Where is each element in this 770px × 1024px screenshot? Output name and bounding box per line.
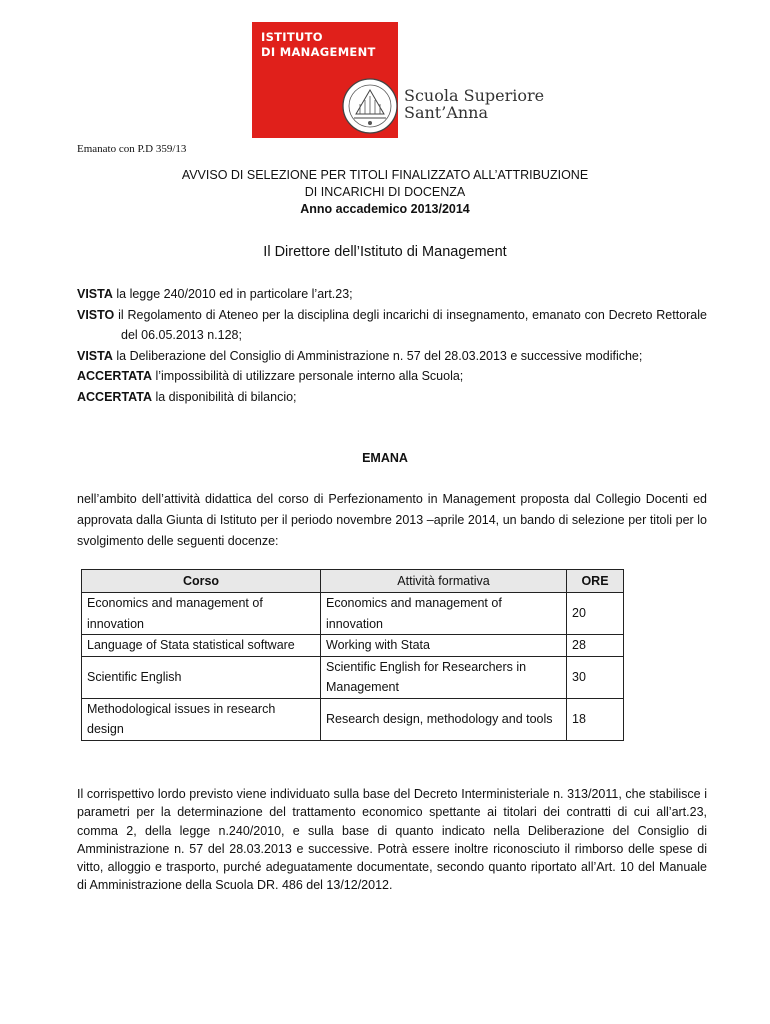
premise-keyword: ACCERTATA <box>77 389 152 404</box>
courses-table <box>81 569 624 741</box>
academic-year: Anno accademico 2013/2014 <box>300 202 470 216</box>
activity-cell: Economics and management of innovation <box>321 593 567 635</box>
table-row <box>82 593 624 635</box>
premise-item <box>77 387 707 408</box>
logo-line-2: DI MANAGEMENT <box>261 45 376 59</box>
course-cell: Scientific English <box>82 656 321 698</box>
premise-keyword: VISTO <box>77 307 115 322</box>
school-name-line-1: Scuola Superiore <box>404 86 545 105</box>
premise-keyword: ACCERTATA <box>77 369 152 383</box>
premise-text: la Deliberazione del Consiglio di Amministrazione n. 57 del 28.03.2013 e successive modifiche; <box>112 348 643 363</box>
emana-heading: EMANA <box>362 451 408 465</box>
school-name-line-2: Sant’Anna <box>404 103 489 122</box>
compensation-paragraph: Il corrispettivo lordo previsto viene individuato sulla base del Decreto Interministeriale n. 313/2011, che stabilisce i parametri per la determinazione del trattamento economico spettante ai titolari dei contratti di cui all’art.23, comma 2, della legge n.240/2010, e sulla base di quanto indicato nella Deliberazione del Consiglio di Amministrazione n. 57 del 28.03.2013 e successive. Potrà essere inoltre riconosciuto il rimborso delle spese di vitto, alloggio e trasporto, purché adeguatamente documentate, secondo quanto riportato all’Art. 10 del Manuale di Amministrazione della Scuola DR. 486 del 13/12/2012. <box>77 787 707 893</box>
table-row <box>82 698 624 740</box>
premise-item <box>77 284 707 305</box>
premise-text: la legge 240/2010 ed in particolare l’art.23; <box>112 287 353 301</box>
table-row <box>82 656 624 698</box>
hours-cell: 18 <box>567 698 624 740</box>
notice-title <box>0 167 770 218</box>
title-line-2: DI INCARICHI DI DOCENZA <box>304 185 466 199</box>
premise-item <box>77 366 707 387</box>
activity-cell: Research design, methodology and tools <box>321 698 567 740</box>
director-heading: Il Direttore dell’Istituto di Management <box>263 244 507 260</box>
premise-keyword: VISTA <box>77 348 113 363</box>
activity-cell: Scientific English for Researchers in Management <box>321 656 567 698</box>
premise-keyword: VISTA <box>77 287 113 301</box>
course-cell: Language of Stata statistical software <box>82 635 321 657</box>
premise-item <box>77 305 707 346</box>
premise-item <box>77 346 707 367</box>
header-ore: ORE <box>567 570 624 593</box>
table-header-row <box>82 570 624 593</box>
activity-cell: Working with Stata <box>321 635 567 657</box>
table-row <box>82 635 624 657</box>
school-name <box>404 87 544 121</box>
intro-paragraph: nell’ambito dell’attività didattica del corso di Perfezionamento in Management proposta dal Collegio Docenti ed approvata dalla Giunta di Istituto per il periodo novembre 2013 –aprile 2014, un bando di selezione per titoli per lo svolgimento delle seguenti docenze: <box>77 492 707 548</box>
title-line-1: AVVISO DI SELEZIONE PER TITOLI FINALIZZATO ALL’ATTRIBUZIONE <box>181 168 589 182</box>
logo-line-1: ISTITUTO <box>261 30 323 44</box>
issuance-reference: Emanato con P.D 359/13 <box>77 143 187 155</box>
premise-text: la disponibilità di bilancio; <box>152 389 297 404</box>
header-corso: Corso <box>82 570 321 593</box>
premise-text: l’impossibilità di utilizzare personale interno alla Scuola; <box>152 369 464 383</box>
hours-cell: 28 <box>567 635 624 657</box>
course-cell: Economics and management of innovation <box>82 593 321 635</box>
course-cell: Methodological issues in research design <box>82 698 321 740</box>
hours-cell: 20 <box>567 593 624 635</box>
school-seal-icon <box>340 76 400 136</box>
header-attivita: Attività formativa <box>321 570 567 593</box>
institute-logo-text <box>261 30 376 60</box>
premise-text: il Regolamento di Ateneo per la disciplina degli incarichi di insegnamento, emanato con Decreto Rettorale del 06.05.2013 n.128; <box>114 307 707 342</box>
hours-cell: 30 <box>567 656 624 698</box>
premises-list <box>77 284 707 407</box>
